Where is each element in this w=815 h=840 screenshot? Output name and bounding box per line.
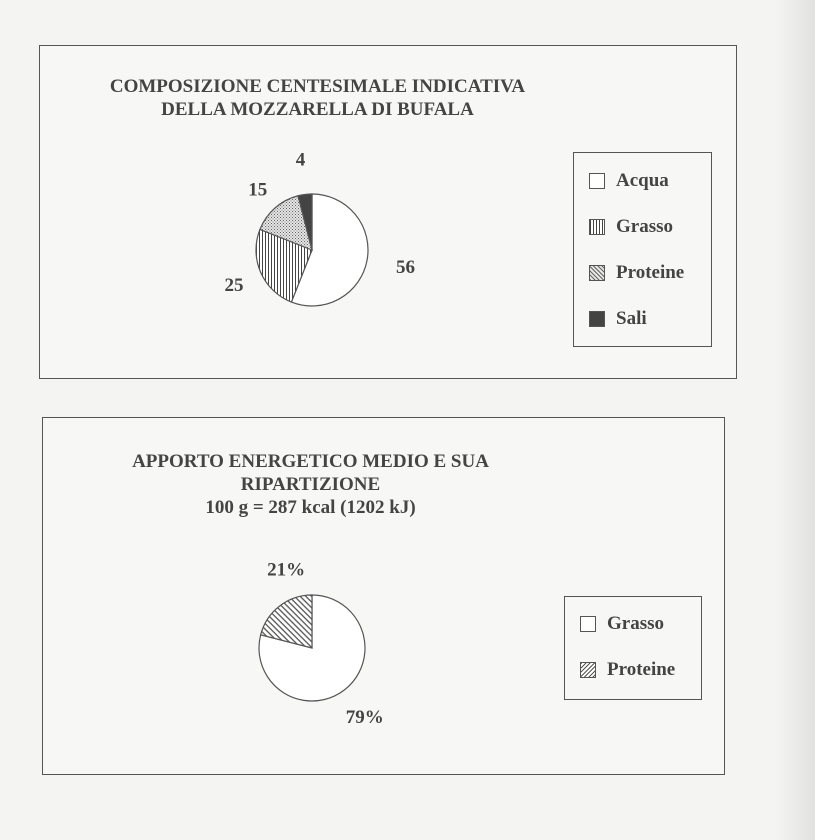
legend-item-grasso [589, 215, 673, 239]
chart-panel-composition [39, 45, 737, 379]
data-label-acqua: 56 [395, 256, 415, 278]
chart-panel-energy [42, 417, 725, 775]
legend-label: Grasso [616, 216, 673, 237]
data-label-proteine: 15 [248, 179, 268, 201]
legend-item-acqua [589, 169, 669, 193]
chart-title-line: COMPOSIZIONE CENTESIMALE INDICATIVA [109, 76, 526, 97]
legend-label: Proteine [616, 262, 685, 283]
legend-swatch [589, 265, 605, 281]
legend-item-proteine [580, 658, 675, 682]
chart-title-line: APPORTO ENERGETICO MEDIO E SUA [132, 451, 489, 472]
legend-swatch [589, 311, 605, 327]
chart-title-line: RIPARTIZIONE [240, 474, 381, 495]
data-label-grasso: 79% [345, 706, 384, 728]
legend-energy [564, 596, 702, 700]
legend-composition [573, 152, 712, 347]
page-edge-shadow [775, 0, 815, 840]
legend-swatch [580, 662, 596, 678]
chart-title-line: DELLA MOZZARELLA DI BUFALA [161, 99, 474, 120]
data-label-grasso: 25 [224, 274, 244, 296]
legend-label: Grasso [607, 613, 664, 634]
data-label-proteine: 21% [267, 559, 306, 581]
legend-item-sali [589, 307, 647, 331]
legend-swatch [580, 616, 596, 632]
legend-swatch [589, 219, 605, 235]
legend-swatch [589, 173, 605, 189]
chart-title-line: 100 g = 287 kcal (1202 kJ) [205, 497, 416, 518]
legend-label: Proteine [607, 659, 676, 680]
legend-item-grasso [580, 612, 664, 636]
data-label-sali: 4 [295, 149, 306, 171]
legend-label: Acqua [616, 170, 669, 191]
legend-label: Sali [616, 308, 647, 329]
legend-item-proteine [589, 261, 684, 285]
